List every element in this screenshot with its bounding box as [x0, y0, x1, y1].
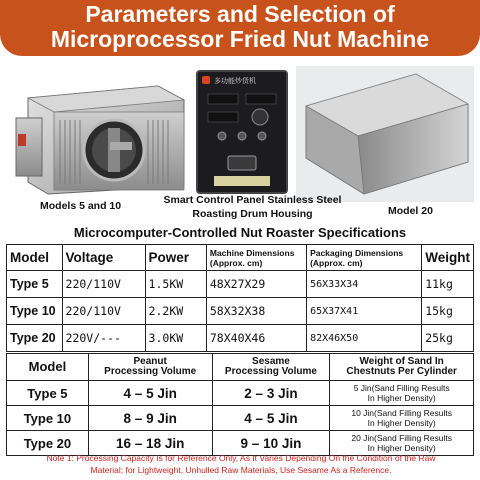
panel-brand-label: 多功能炒货机: [214, 77, 256, 85]
spec-machine-dimensions: 48X27X29: [206, 271, 306, 298]
capacity-header-peanut-line2: Processing Volume: [104, 366, 197, 377]
specs-header-packaging-dimensions: Packaging Dimensions (Approx. cm): [307, 245, 422, 271]
specs-header-model: Model: [7, 245, 63, 271]
spec-packaging-dimensions: 82X46X50: [307, 325, 422, 352]
machine-caption: Models 5 and 10: [40, 200, 122, 212]
reference-note-line1: Note 1: Processing Capacity Is for Reference Only, As It Varies Depending On fhe Condition of the Raw: [46, 453, 436, 463]
specs-header-row: [7, 245, 474, 271]
capacity-sand-line2: In Higher Density): [367, 443, 436, 453]
spec-power: 2.2KW: [145, 298, 206, 325]
table-row: [7, 298, 474, 325]
capacity-sesame: 2 – 3 Jin: [212, 381, 330, 406]
table-row: [7, 271, 474, 298]
capacity-sesame: 4 – 5 Jin: [212, 406, 330, 431]
roasting-drum-housing-image: [296, 66, 474, 202]
capacity-header-sesame-line1: Sesame: [252, 356, 290, 367]
specs-header-power: Power: [145, 245, 206, 271]
capacity-sand-line2: In Higher Density): [367, 393, 436, 403]
capacity-sand-line1: 20 Jin(Sand Filling Results: [351, 433, 452, 443]
panel-caption-line1: Smart Control Panel Stainless Steel: [163, 194, 342, 206]
spec-weight: 11kg: [422, 271, 474, 298]
panel-caption: [150, 193, 355, 221]
header-banner: [0, 0, 480, 56]
spec-model: Type 20: [7, 325, 63, 352]
capacity-header-sesame-line2: Processing Volume: [224, 366, 317, 377]
spec-voltage: 220/110V: [62, 271, 145, 298]
capacity-model: Type 20: [7, 431, 89, 456]
capacity-sand-line1: 10 Jin(Sand Filling Results: [351, 408, 452, 418]
page-title-line2: Microprocessor Fried Nut Machine: [50, 26, 430, 52]
specs-header-machine-dimensions: Machine Dimensions (Approx. cm): [206, 245, 306, 271]
panel-caption-line2: Roasting Drum Housing: [192, 208, 313, 220]
spec-power: 3.0KW: [145, 325, 206, 352]
spec-model: Type 10: [7, 298, 63, 325]
spec-packaging-dimensions: 56X33X34: [307, 271, 422, 298]
capacity-sand-line2: In Higher Density): [367, 418, 436, 428]
spec-machine-dimensions: 58X32X38: [206, 298, 306, 325]
capacity-sand: [330, 381, 474, 406]
housing-caption: Model 20: [388, 205, 433, 217]
spec-power: 1.5KW: [145, 271, 206, 298]
spec-voltage: 220V/---: [62, 325, 145, 352]
reference-note-line2: Material; for Lightweight, Unhulled Raw Materials, Use Sesame As a Reference.: [90, 465, 392, 475]
capacity-peanut: 16 – 18 Jin: [88, 431, 212, 456]
capacity-header-peanut-line1: Peanut: [133, 356, 167, 367]
spec-model: Type 5: [7, 271, 63, 298]
capacity-sand: [330, 406, 474, 431]
capacity-peanut: 4 – 5 Jin: [88, 381, 212, 406]
capacity-header-sesame: [212, 354, 330, 381]
spec-weight: 15kg: [422, 298, 474, 325]
specs-table: [6, 244, 474, 352]
capacity-header-row: [7, 354, 474, 381]
capacity-model: Type 10: [7, 406, 89, 431]
capacity-header-sand-line1: Weight of Sand In: [359, 356, 444, 367]
reference-note: [6, 452, 476, 476]
capacity-sesame: 9 – 10 Jin: [212, 431, 330, 456]
capacity-peanut: 8 – 9 Jin: [88, 406, 212, 431]
spec-weight: 25kg: [422, 325, 474, 352]
specs-header-weight: Weight: [422, 245, 474, 271]
table-row: [7, 381, 474, 406]
spec-machine-dimensions: 78X40X46: [206, 325, 306, 352]
table-row: [7, 406, 474, 431]
specs-title: Microcomputer-Controlled Nut Roaster Specifications: [73, 225, 407, 240]
table-row: [7, 325, 474, 352]
capacity-sand-line1: 5 Jin(Sand Filling Results: [353, 383, 450, 393]
control-panel-image: [196, 70, 288, 194]
spec-voltage: 220/110V: [62, 298, 145, 325]
roaster-machine-image: [8, 78, 186, 196]
capacity-header-sand: [330, 354, 474, 381]
capacity-model: Type 5: [7, 381, 89, 406]
capacity-header-sand-line2: Chestnuts Per Cylinder: [346, 366, 457, 377]
spec-packaging-dimensions: 65X37X41: [307, 298, 422, 325]
page-title-line1: Parameters and Selection of: [85, 1, 395, 27]
capacity-header-peanut: [88, 354, 212, 381]
specs-header-voltage: Voltage: [62, 245, 145, 271]
control-panel-drawing: [198, 72, 286, 192]
capacity-table: [6, 353, 474, 456]
capacity-header-model: Model: [7, 354, 89, 381]
